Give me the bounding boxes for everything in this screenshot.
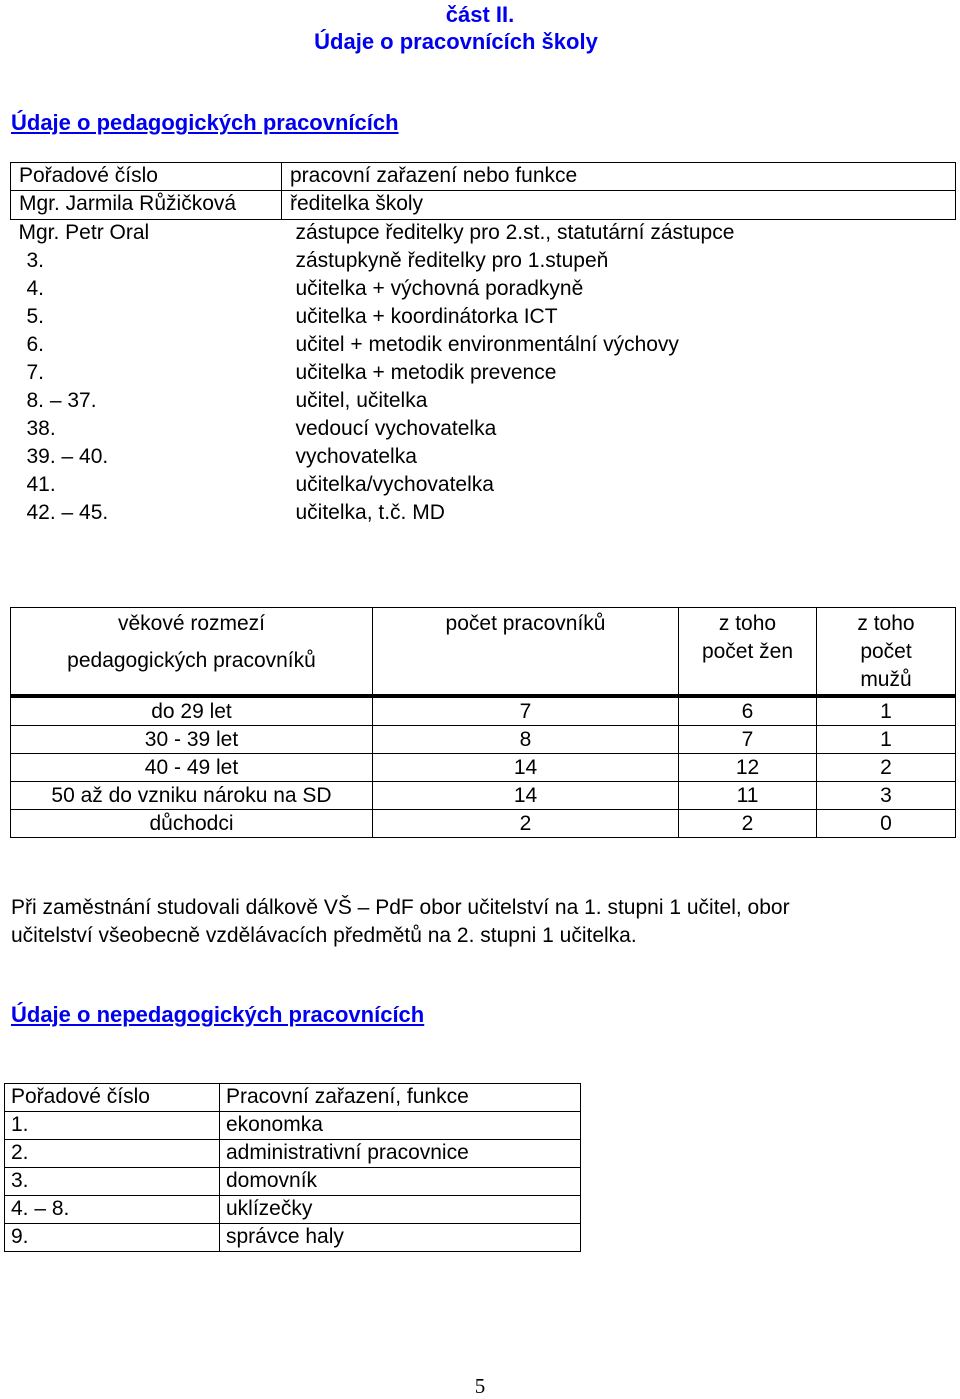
cell-position: učitel + metodik environmentální výchovy (295, 333, 679, 356)
cell-number: 4. (26, 277, 45, 300)
cell-number: 5. (26, 305, 45, 328)
cell-men: 3 (817, 782, 956, 810)
cell-position: vychovatelka (295, 445, 417, 468)
table-row (11, 472, 956, 500)
table-row (11, 388, 956, 416)
header-position: Pracovní zařazení, funkce (220, 1084, 581, 1112)
study-note-line1: Při zaměstnání studovali dálkově VŠ – PdF obor učitelství na 1. stupni 1 učitel, obor (11, 896, 790, 919)
non-pedagogical-heading: Údaje o nepedagogických pracovnících (11, 1002, 425, 1027)
header-men-line1: z toho (857, 612, 915, 635)
cell-number: 8. – 37. (26, 389, 97, 412)
cell-women: 7 (679, 726, 817, 754)
table-row (11, 360, 956, 388)
cell-total: 14 (373, 782, 679, 810)
cell-number: 7. (26, 361, 45, 384)
cell-position: vedoucí vychovatelka (295, 417, 497, 440)
table-row (11, 220, 956, 249)
table-row (5, 1168, 581, 1196)
cell-position: učitelka + koordinátorka ICT (295, 305, 558, 328)
cell-number: 6. (26, 333, 45, 356)
cell-position: zástupkyně ředitelky pro 1.stupeň (295, 249, 609, 272)
cell-women: 11 (679, 782, 817, 810)
cell-total: 8 (373, 726, 679, 754)
cell-men: 1 (817, 696, 956, 726)
table-row (11, 276, 956, 304)
page-number: 5 (474, 1374, 486, 1398)
header-order-number: Pořadové číslo (11, 163, 282, 191)
cell-number: 1. (5, 1112, 220, 1140)
header-age-range (11, 608, 373, 697)
cell-total: 7 (373, 696, 679, 726)
header-order-number: Pořadové číslo (5, 1084, 220, 1112)
cell-number: 42. – 45. (26, 501, 109, 524)
cell-age-range: do 29 let (11, 696, 373, 726)
cell-age-range: 30 - 39 let (11, 726, 373, 754)
table-row (11, 810, 956, 838)
cell-position: ředitelka školy (282, 191, 956, 220)
header-men-line2: počet (860, 640, 912, 663)
table-row (5, 1140, 581, 1168)
cell-number: 41. (26, 473, 56, 496)
table-header-row (11, 163, 956, 191)
non-pedagogical-staff-table (4, 1083, 581, 1252)
cell-position: učitelka/vychovatelka (295, 473, 494, 496)
table-row (11, 500, 956, 528)
table-row (11, 248, 956, 276)
cell-number: 4. – 8. (5, 1196, 220, 1224)
table-row (11, 332, 956, 360)
cell-position: učitelka + výchovná poradkyně (295, 277, 584, 300)
cell-number: 3. (5, 1168, 220, 1196)
cell-position: učitelka, t.č. MD (295, 501, 445, 524)
cell-position: uklízečky (220, 1196, 581, 1224)
study-note-line2: učitelství všeobecně vzdělávacích předmětů na 2. stupni 1 učitelka. (11, 924, 637, 947)
header-men (817, 608, 956, 697)
age-structure-table (10, 607, 956, 838)
cell-position: učitel, učitelka (295, 389, 428, 412)
table-row (11, 416, 956, 444)
table-row (5, 1196, 581, 1224)
cell-men: 1 (817, 726, 956, 754)
table-row (11, 191, 956, 220)
cell-total: 2 (373, 810, 679, 838)
table-header-row (5, 1084, 581, 1112)
header-women-line2: počet žen (701, 640, 794, 663)
cell-women: 12 (679, 754, 817, 782)
table-row (11, 726, 956, 754)
cell-women: 2 (679, 810, 817, 838)
table-row (11, 444, 956, 472)
table-row (5, 1112, 581, 1140)
table-header-row (11, 608, 956, 697)
header-total: počet pracovníků (373, 608, 679, 697)
cell-number: 39. – 40. (26, 445, 109, 468)
header-age-range-line1: věkové rozmezí (117, 612, 266, 635)
table-row (11, 754, 956, 782)
cell-number: 38. (26, 417, 56, 440)
cell-position: učitelka + metodik prevence (295, 361, 557, 384)
cell-number: 2. (5, 1140, 220, 1168)
pedagogical-heading: Údaje o pedagogických pracovnících (11, 110, 399, 135)
header-age-range-line2: pedagogických pracovníků (67, 649, 316, 672)
cell-position: ekonomka (220, 1112, 581, 1140)
cell-position: administrativní pracovnice (220, 1140, 581, 1168)
cell-age-range: důchodci (11, 810, 373, 838)
table-row (11, 304, 956, 332)
cell-position: domovník (220, 1168, 581, 1196)
part-label: část II. (445, 2, 515, 27)
cell-position: zástupce ředitelky pro 2.st., statutární zástupce (295, 221, 735, 244)
table-row (5, 1224, 581, 1252)
study-note (11, 894, 951, 950)
cell-age-range: 40 - 49 let (11, 754, 373, 782)
table-row (11, 696, 956, 726)
cell-men: 0 (817, 810, 956, 838)
header-men-line3: mužů (860, 668, 912, 691)
table-row (11, 782, 956, 810)
header-position: pracovní zařazení nebo funkce (282, 163, 956, 191)
cell-women: 6 (679, 696, 817, 726)
cell-name: Mgr. Petr Oral (18, 221, 150, 244)
header-women (679, 608, 817, 697)
cell-position: správce haly (220, 1224, 581, 1252)
header-women-line1: z toho (718, 612, 777, 635)
cell-age-range: 50 až do vzniku nároku na SD (11, 782, 373, 810)
cell-number: 3. (26, 249, 45, 272)
cell-total: 14 (373, 754, 679, 782)
page-title: Údaje o pracovnících školy (314, 29, 598, 54)
pedagogical-staff-table (10, 162, 956, 528)
cell-name: Mgr. Jarmila Růžičková (11, 191, 282, 220)
cell-number: 9. (5, 1224, 220, 1252)
cell-men: 2 (817, 754, 956, 782)
